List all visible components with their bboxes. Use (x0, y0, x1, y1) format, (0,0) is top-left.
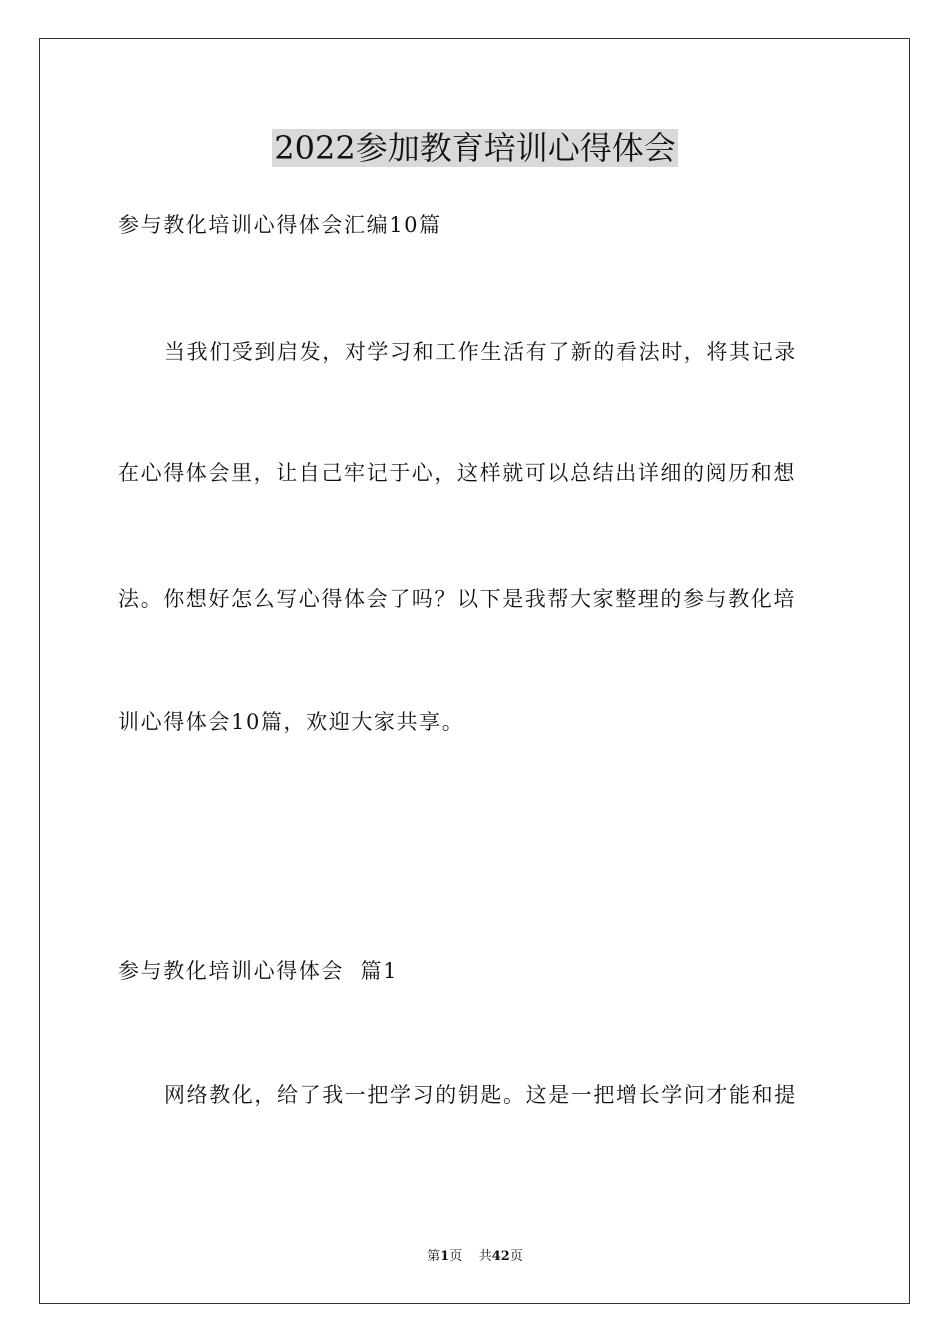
footer-total-pages: 42 (491, 1249, 510, 1264)
footer-current-page: 1 (440, 1249, 450, 1264)
section-heading: 参与教化培训心得体会 篇1 (118, 959, 399, 983)
document-title-text: 2022参加教育培训心得体会 (274, 129, 676, 167)
paragraph-line-1: 当我们受到启发，对学习和工作生活有了新的看法时，将其记录 (164, 340, 797, 364)
footer-page-prefix: 第 (427, 1249, 441, 1264)
footer-page-suffix: 页 (449, 1249, 463, 1264)
footer-total-suffix: 页 (509, 1249, 523, 1264)
document-title (0, 128, 950, 168)
paragraph-line-2: 在心得体会里，让自己牢记于心，这样就可以总结出详细的阅历和想 (118, 461, 796, 485)
paragraph-line-4: 训心得体会10篇，欢迎大家共享。 (118, 710, 465, 734)
footer-total-prefix: 共 (478, 1249, 492, 1264)
subtitle-line: 参与教化培训心得体会汇编10篇 (118, 213, 442, 237)
page-footer (0, 1248, 950, 1266)
paragraph-line-3: 法。你想好怎么写心得体会了吗？以下是我帮大家整理的参与教化培 (118, 587, 796, 611)
paragraph-line-5: 网络教化，给了我一把学习的钥匙。这是一把增长学问才能和提 (164, 1083, 797, 1107)
